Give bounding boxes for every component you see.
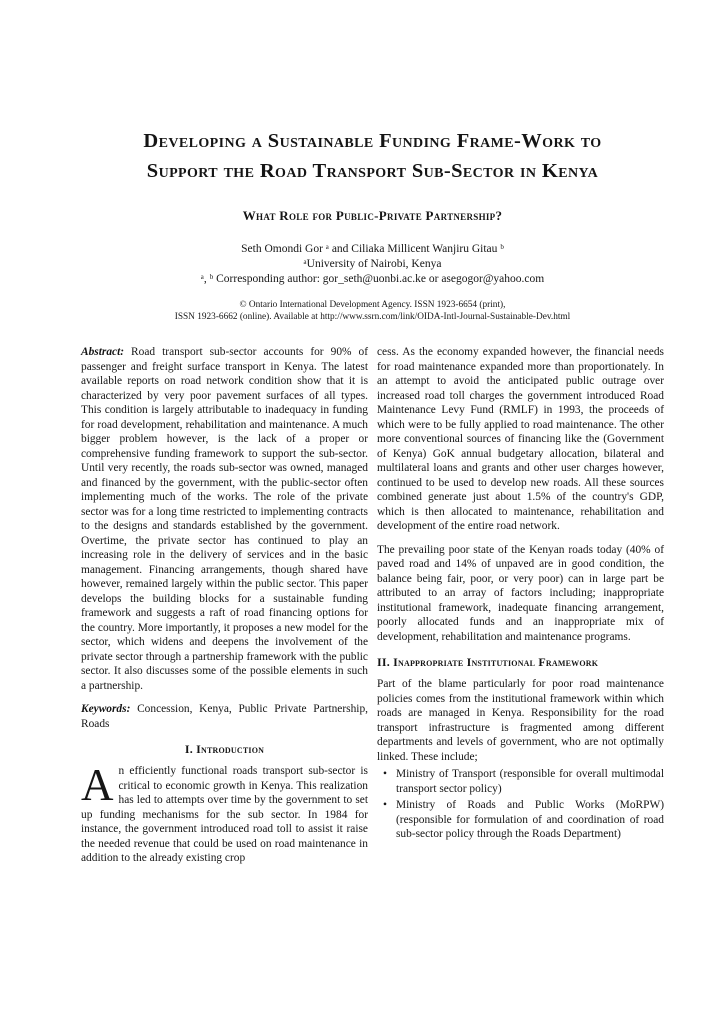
- section-heading-institutional-framework: II. Inappropriate Institutional Framework: [377, 655, 599, 669]
- bullet-text-ministry-of-transport: Ministry of Transport (responsible for overall multimodal transport sector policy): [396, 768, 664, 795]
- keywords-text: Concession, Kenya, Public Private Partnership, Roads: [81, 703, 368, 730]
- bullet-text-ministry-of-roads: Ministry of Roads and Public Works (MoRPW) (responsible for formulation of and coordination of road sub-sector policy through the Roads Department): [396, 799, 664, 840]
- author-affiliation: ᵃUniversity of Nairobi, Kenya: [303, 258, 442, 270]
- bullet-marker: •: [383, 799, 387, 811]
- road-condition-paragraph: The prevailing poor state of the Kenyan roads today (40% of paved road and 14% of unpaved are in good condition, the balance being fair, poor, or very poor) can in large part be attributed to an array of factors including; inappropriate institutional framework, inadequate financing arrangement, poorly allocated funds and an inappropriate mix of development, rehabilitation and maintenance programs.: [377, 543, 664, 643]
- keywords-label: Keywords:: [81, 703, 131, 715]
- imprint-availability-line: ISSN 1923-6662 (online). Available at http://www.ssrn.com/link/OIDA-Intl-Journal-Sustainable-Dev.html: [174, 312, 571, 322]
- list-item: [377, 767, 664, 796]
- funding-history-paragraph: cess. As the economy expanded however, the financial needs for road maintenance expanded more than proportionately. In an attempt to avoid the anticipated public outrage over increased road toll charges the government introduced Road Maintenance Levy Fund (RMLF) in 1993, the proceeds of which were to be fully applied to road maintenance. The other more conventional sources of financing like the (Government of Kenya) GoK annual budgetary allocation, bilateral and multilateral loans and grants and other user charges however, continued to be used to develop new roads. All these sources combined generate just about 1.5% of the country's GDP, which is then allocated to maintenance, rehabilitation and development of the entire road network.: [377, 346, 664, 532]
- left-column: [81, 345, 368, 866]
- corresponding-author-line: ᵃ, ᵇ Corresponding author: gor_seth@uonbi.ac.ke or asegogor@yahoo.com: [200, 273, 545, 285]
- abstract-label: Abstract:: [81, 346, 125, 358]
- bullet-marker: •: [383, 768, 387, 780]
- section-heading-introduction: I. Introduction: [184, 742, 265, 756]
- author-names: Seth Omondi Gor ᵃ and Ciliaka Millicent Wanjiru Gitau ᵇ: [241, 243, 504, 255]
- list-item: [377, 798, 664, 842]
- dropcap-letter: A: [81, 760, 114, 810]
- paper-title-line-2: Support the Road Transport Sub-Sector in Kenya: [146, 160, 599, 182]
- paper-title-line-1: Developing a Sustainable Funding Frame-Work to: [143, 130, 602, 152]
- introduction-paragraph: [81, 760, 368, 866]
- abstract-paragraph: [81, 345, 368, 693]
- abstract-text: Road transport sub-sector accounts for 90% of passenger and freight surface transport in Kenya. The latest available reports on road network condition show that it is characterized by very poor pavement surfaces of all types. This condition is largely attributable to inadequacy in funding for road development, rehabilitation and maintenance. A much bigger problem however, is the lack of a proper or comprehensive funding framework to support the sub-sector. Until very recently, the roads sub-sector was owned, managed and financed by the government, with the public-sector often implementing much of the works. The role of the private sector was for a long time restricted to implementing contracts to the designs and standards established by the government. Overtime, the private sector has continued to play an increasing role in the delivery of services and in the basic management. Financing arrangements, though shared have however, remained largely within the public sector. This paper develops the building blocks for a sustainable funding framework and suggests a raft of road financing options for the country. More importantly, it proposes a new model for the sector, which widens and deepens the involvement of the private sector through a partnership framework with the public sector. It also discusses some of the possible elements in such a partnership.: [81, 346, 368, 692]
- introduction-text: n efficiently functional roads transport sub-sector is critical to economic growth in Kenya. This realization has led to attempts over time by the government to set up funding mechanisms for the sub sector. In 1984 for instance, the government introduced road toll to assist it raise the needed revenue that could be used on road maintenance in addition to the already existing crop: [81, 765, 368, 864]
- institutional-framework-paragraph: Part of the blame particularly for poor road maintenance policies comes from the institutional framework within which roads are managed in Kenya. Responsibility for the road transport infrastructure is fragmented among different departments and levels of government, who are not optimally linked. These include;: [377, 678, 664, 763]
- keywords-paragraph: [81, 702, 368, 731]
- ministries-bullet-list: [377, 767, 664, 842]
- publisher-imprint: [81, 299, 664, 323]
- two-column-body: [81, 345, 664, 866]
- paper-subtitle: What Role for Public-Private Partnership?: [242, 208, 503, 223]
- paper-title: [81, 126, 664, 186]
- imprint-copyright-line: © Ontario International Development Agency. ISSN 1923-6654 (print),: [239, 300, 506, 310]
- right-column: [377, 345, 664, 866]
- author-block: [81, 242, 664, 287]
